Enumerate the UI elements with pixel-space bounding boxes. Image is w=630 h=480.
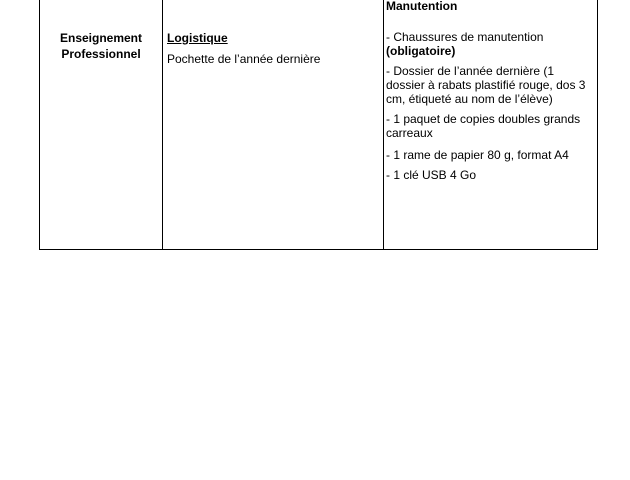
supply-item: - 1 paquet de copies doubles grands carreaux [386, 112, 581, 140]
supply-item: - Dossier de l’année dernière (1 dossier à rabats plastifié rouge, dos 3 cm, étiqueté au nom de l’élève) [386, 64, 586, 106]
supplies-table [39, 0, 598, 250]
subject-title: Logistique [167, 31, 228, 45]
supply-item-emphasis: (obligatoire) [386, 44, 456, 58]
category-label: Enseignement Professionnel [59, 31, 143, 61]
subject-note: Pochette de l’année dernière [167, 52, 321, 66]
supply-item: - Chaussures de manutention (obligatoire) [386, 30, 544, 58]
category-cell [40, 30, 162, 62]
column-divider [162, 0, 163, 249]
supply-item: - 1 rame de papier 80 g, format A4 [386, 148, 569, 162]
supplies-title: Manutention [386, 0, 458, 13]
column-divider [383, 0, 384, 249]
supply-item: - 1 clé USB 4 Go [386, 168, 477, 182]
